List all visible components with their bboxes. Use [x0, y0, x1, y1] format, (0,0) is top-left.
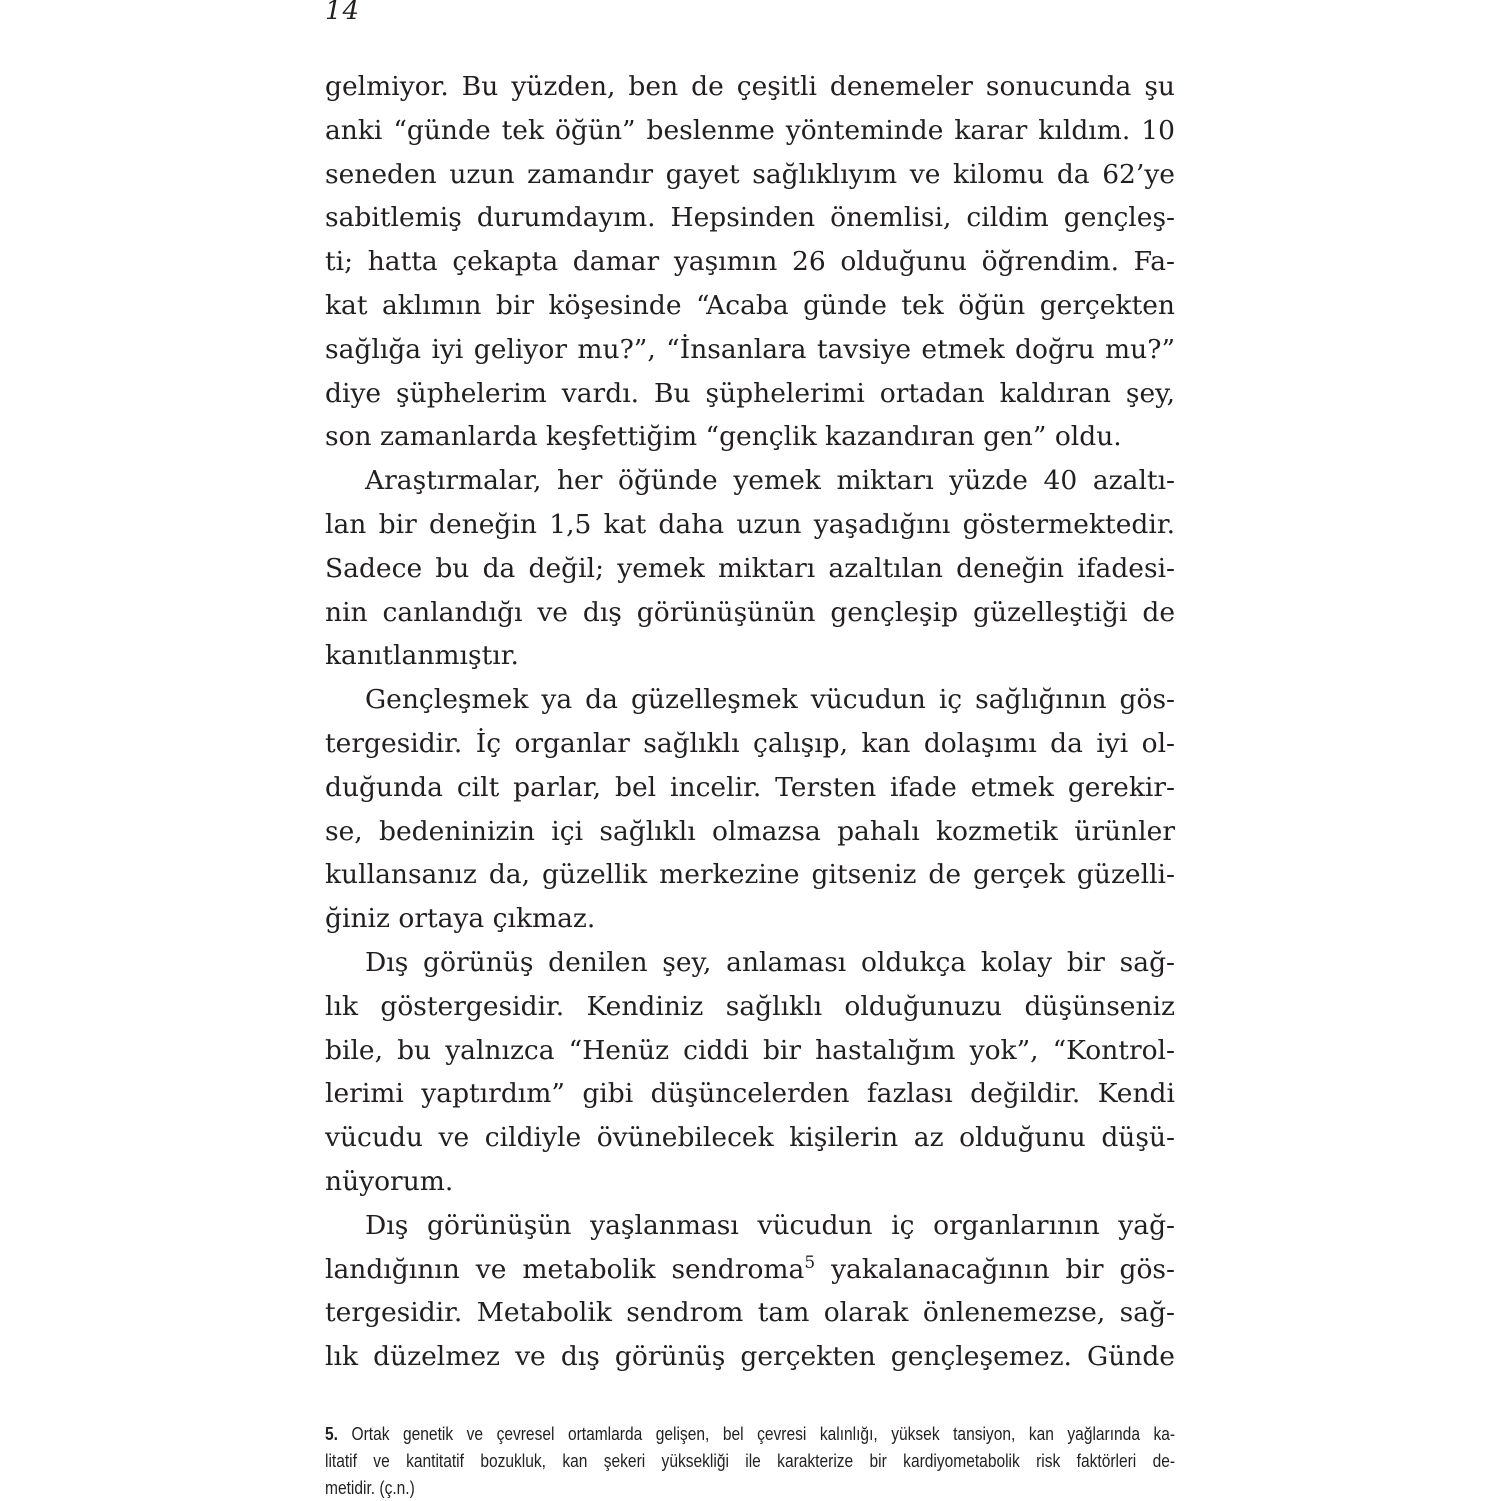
text-line: son zamanlarda keşfettiğim “gençlik kazandıran gen” oldu.	[325, 421, 1122, 453]
footnote-number: 5.	[325, 1423, 338, 1444]
text-line: kullansanız da, güzellik merkezine gitseniz de gerçek güzelli-	[325, 859, 1175, 891]
footnote-text: Ortak genetik ve çevresel ortamlarda gelişen, bel çevresi kalınlığı, yüksek tansiyon, kan yağlarında ka-	[337, 1423, 1176, 1444]
text-line: ti; hatta çekapta damar yaşımın 26 olduğunu öğrendim. Fa-	[325, 246, 1175, 278]
paragraph-3	[325, 678, 1175, 941]
paragraph-1	[325, 65, 1175, 459]
text-line: seneden uzun zamandır gayet sağlıklıyım ve kilomu da 62’ye	[325, 158, 1175, 190]
footnote-reference[interactable]: 5	[804, 1252, 816, 1273]
text-line: kanıtlanmıştır.	[325, 640, 519, 672]
paragraph-4	[325, 941, 1175, 1204]
paragraph-2	[325, 459, 1175, 678]
text-line: kat aklımın bir köşesinde “Acaba günde tek öğün gerçekten	[325, 289, 1175, 321]
footnote-line: metidir. (ç.n.)	[325, 1477, 415, 1498]
body-text	[325, 65, 1175, 1379]
text-line: lerimi yaptırdım” gibi düşüncelerden fazlası değildir. Kendi	[325, 1078, 1175, 1110]
text-line: ğiniz ortaya çıkmaz.	[325, 903, 596, 935]
text-line: nin canlandığı ve dış görünüşünün gençleşip güzelleştiği de	[325, 596, 1175, 628]
text-line: lık düzelmez ve dış görünüş gerçekten gençleşemez. Günde	[325, 1341, 1175, 1373]
page-number: 14	[325, 0, 361, 26]
text-line: sağlığa iyi geliyor mu?”, “İnsanlara tavsiye etmek doğru mu?”	[325, 333, 1175, 365]
text-line: se, bedeninizin içi sağlıklı olmazsa pahalı kozmetik ürünler	[325, 815, 1175, 847]
text-line: Sadece bu da değil; yemek miktarı azaltılan deneğin ifadesi-	[325, 552, 1175, 584]
text-line: Araştırmalar, her öğünde yemek miktarı yüzde 40 azaltı-	[365, 465, 1175, 497]
text-line: Dış görünüşün yaşlanması vücudun iç organlarının yağ-	[365, 1209, 1175, 1241]
text-line: diye şüphelerim vardı. Bu şüphelerimi ortadan kaldıran şey,	[325, 377, 1175, 409]
paragraph-5	[325, 1204, 1175, 1379]
text-line: sabitlemiş durumdayım. Hepsinden önemlisi, cildim gençleş-	[325, 202, 1175, 234]
text-line: Dış görünüş denilen şey, anlaması oldukça kolay bir sağ-	[365, 946, 1175, 978]
footnote	[325, 1420, 1176, 1501]
footnote-line	[325, 1420, 1175, 1447]
text-line: vücudu ve cildiyle övünebilecek kişilerin az olduğunu düşü-	[325, 1122, 1175, 1154]
text-line: lık göstergesidir. Kendiniz sağlıklı olduğunuzu düşünseniz	[325, 990, 1175, 1022]
footnote-line: litatif ve kantitatif bozukluk, kan şekeri yüksekliği ile karakterize bir kardiyometabolik risk faktörleri de-	[325, 1450, 1176, 1471]
text-line: duğunda cilt parlar, bel incelir. Tersten ifade etmek gerekir-	[325, 771, 1175, 803]
text-line: tergesidir. Metabolik sendrom tam olarak önlenemezse, sağ-	[325, 1297, 1175, 1329]
text-line: gelmiyor. Bu yüzden, ben de çeşitli denemeler sonucunda şu	[325, 71, 1175, 102]
text-line: Gençleşmek ya da güzelleşmek vücudun iç sağlığının gös-	[365, 684, 1175, 716]
text-line: nüyorum.	[325, 1165, 454, 1197]
text-line-with-footnote	[325, 1248, 1175, 1292]
text-line: bile, bu yalnızca “Henüz ciddi bir hastalığım yok”, “Kontrol-	[325, 1034, 1175, 1066]
text-line-head: landığının ve metabolik sendroma	[325, 1253, 805, 1285]
text-line: anki “günde tek öğün” beslenme yönteminde karar kıldım. 10	[325, 114, 1175, 146]
text-line: lan bir deneğin 1,5 kat daha uzun yaşadığını göstermektedir.	[325, 508, 1175, 540]
text-line: tergesidir. İç organlar sağlıklı çalışıp, kan dolaşımı da iyi ol-	[325, 727, 1175, 759]
text-line-tail: yakalanacağının bir gös-	[815, 1253, 1175, 1285]
